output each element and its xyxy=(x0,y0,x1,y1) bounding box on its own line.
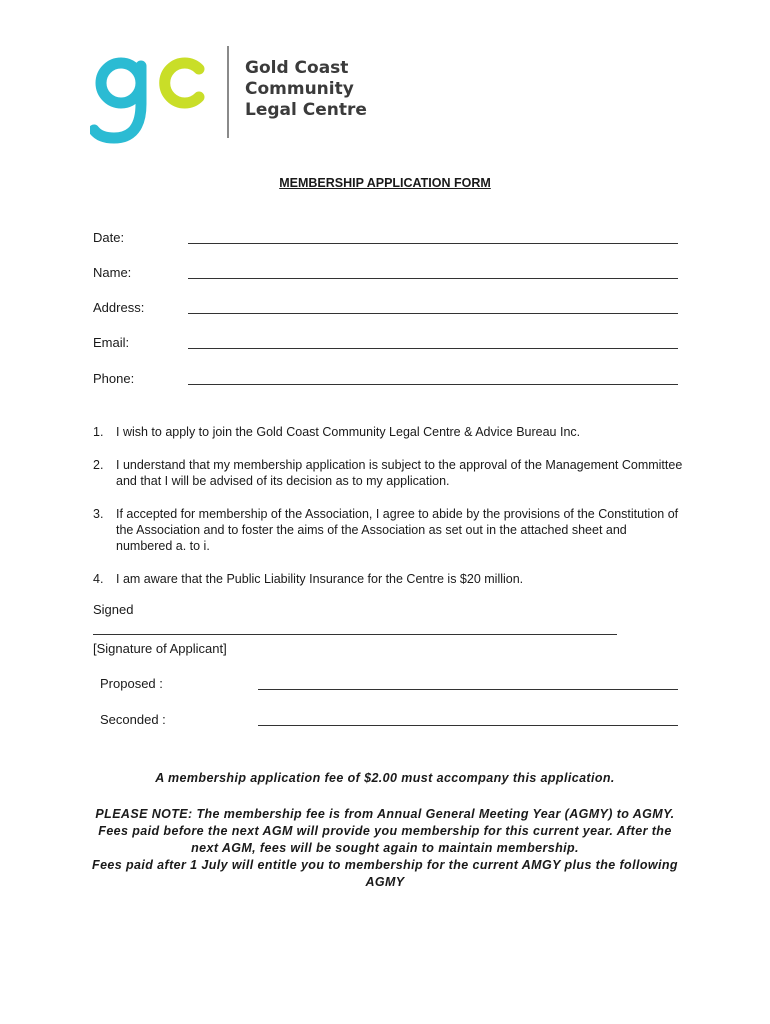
list-item xyxy=(93,506,683,554)
name-field[interactable] xyxy=(93,265,678,283)
proposed-label: Proposed : xyxy=(100,676,163,691)
note-paragraph-2: Fees paid after 1 July will entitle you to membership for the current AMGY plus the following AGMY xyxy=(92,858,678,889)
item-text: I wish to apply to join the Gold Coast Community Legal Centre & Advice Bureau Inc. xyxy=(116,425,581,439)
note-paragraph-1: PLEASE NOTE: The membership fee is from Annual General Meeting Year (AGMY) to AGMY. Fees paid before the next AGM will provide you membership for this current year. After the next AGM, fees will be sought again to maintain membership. xyxy=(95,807,675,855)
signature-input-line[interactable] xyxy=(93,634,617,635)
address-label: Address: xyxy=(93,300,145,315)
logo-line-3: Legal Centre xyxy=(245,100,367,120)
email-input-line[interactable] xyxy=(188,348,678,349)
phone-field[interactable] xyxy=(93,371,678,389)
name-input-line[interactable] xyxy=(188,278,678,279)
phone-input-line[interactable] xyxy=(188,384,678,385)
list-item xyxy=(93,571,683,587)
seconded-input-line[interactable] xyxy=(258,725,678,726)
logo-text xyxy=(245,58,367,121)
address-input-line[interactable] xyxy=(188,313,678,314)
item-number: 2. xyxy=(93,458,104,472)
gc-logo-mark xyxy=(90,46,215,146)
item-number: 1. xyxy=(93,425,104,439)
logo-line-1: Gold Coast xyxy=(245,58,349,78)
form-title: MEMBERSHIP APPLICATION FORM xyxy=(279,176,491,190)
proposed-input-line[interactable] xyxy=(258,689,678,690)
item-number: 4. xyxy=(93,572,104,586)
gccl-logo xyxy=(90,46,380,146)
signature-caption: [Signature of Applicant] xyxy=(93,641,227,656)
proposed-field[interactable] xyxy=(100,676,678,694)
address-field[interactable] xyxy=(93,300,678,318)
email-label: Email: xyxy=(93,335,130,350)
signed-label: Signed xyxy=(93,602,134,617)
item-text: I understand that my membership application is subject to the approval of the Management Committee and that I will be advised of its decision as to my application. xyxy=(116,458,683,488)
list-item xyxy=(93,457,683,489)
phone-label: Phone: xyxy=(93,371,135,386)
name-label: Name: xyxy=(93,265,132,280)
logo-divider xyxy=(227,46,229,138)
list-item xyxy=(93,424,683,440)
logo-line-2: Community xyxy=(245,79,354,99)
seconded-field[interactable] xyxy=(100,712,678,730)
seconded-label: Seconded : xyxy=(100,712,166,727)
date-input-line[interactable] xyxy=(188,243,678,244)
email-field[interactable] xyxy=(93,335,678,353)
date-label: Date: xyxy=(93,230,125,245)
item-text: I am aware that the Public Liability Insurance for the Centre is $20 million. xyxy=(116,572,524,586)
fee-notice: A membership application fee of $2.00 must accompany this application. xyxy=(155,771,615,785)
item-text: If accepted for membership of the Association, I agree to abide by the provisions of the Constitution of the Association and to foster the aims of the Association as set out in the attached sheet and numbered a. to i. xyxy=(116,507,679,553)
membership-note xyxy=(90,806,680,891)
item-number: 3. xyxy=(93,507,104,521)
date-field[interactable] xyxy=(93,230,678,248)
declaration-list xyxy=(93,424,683,604)
